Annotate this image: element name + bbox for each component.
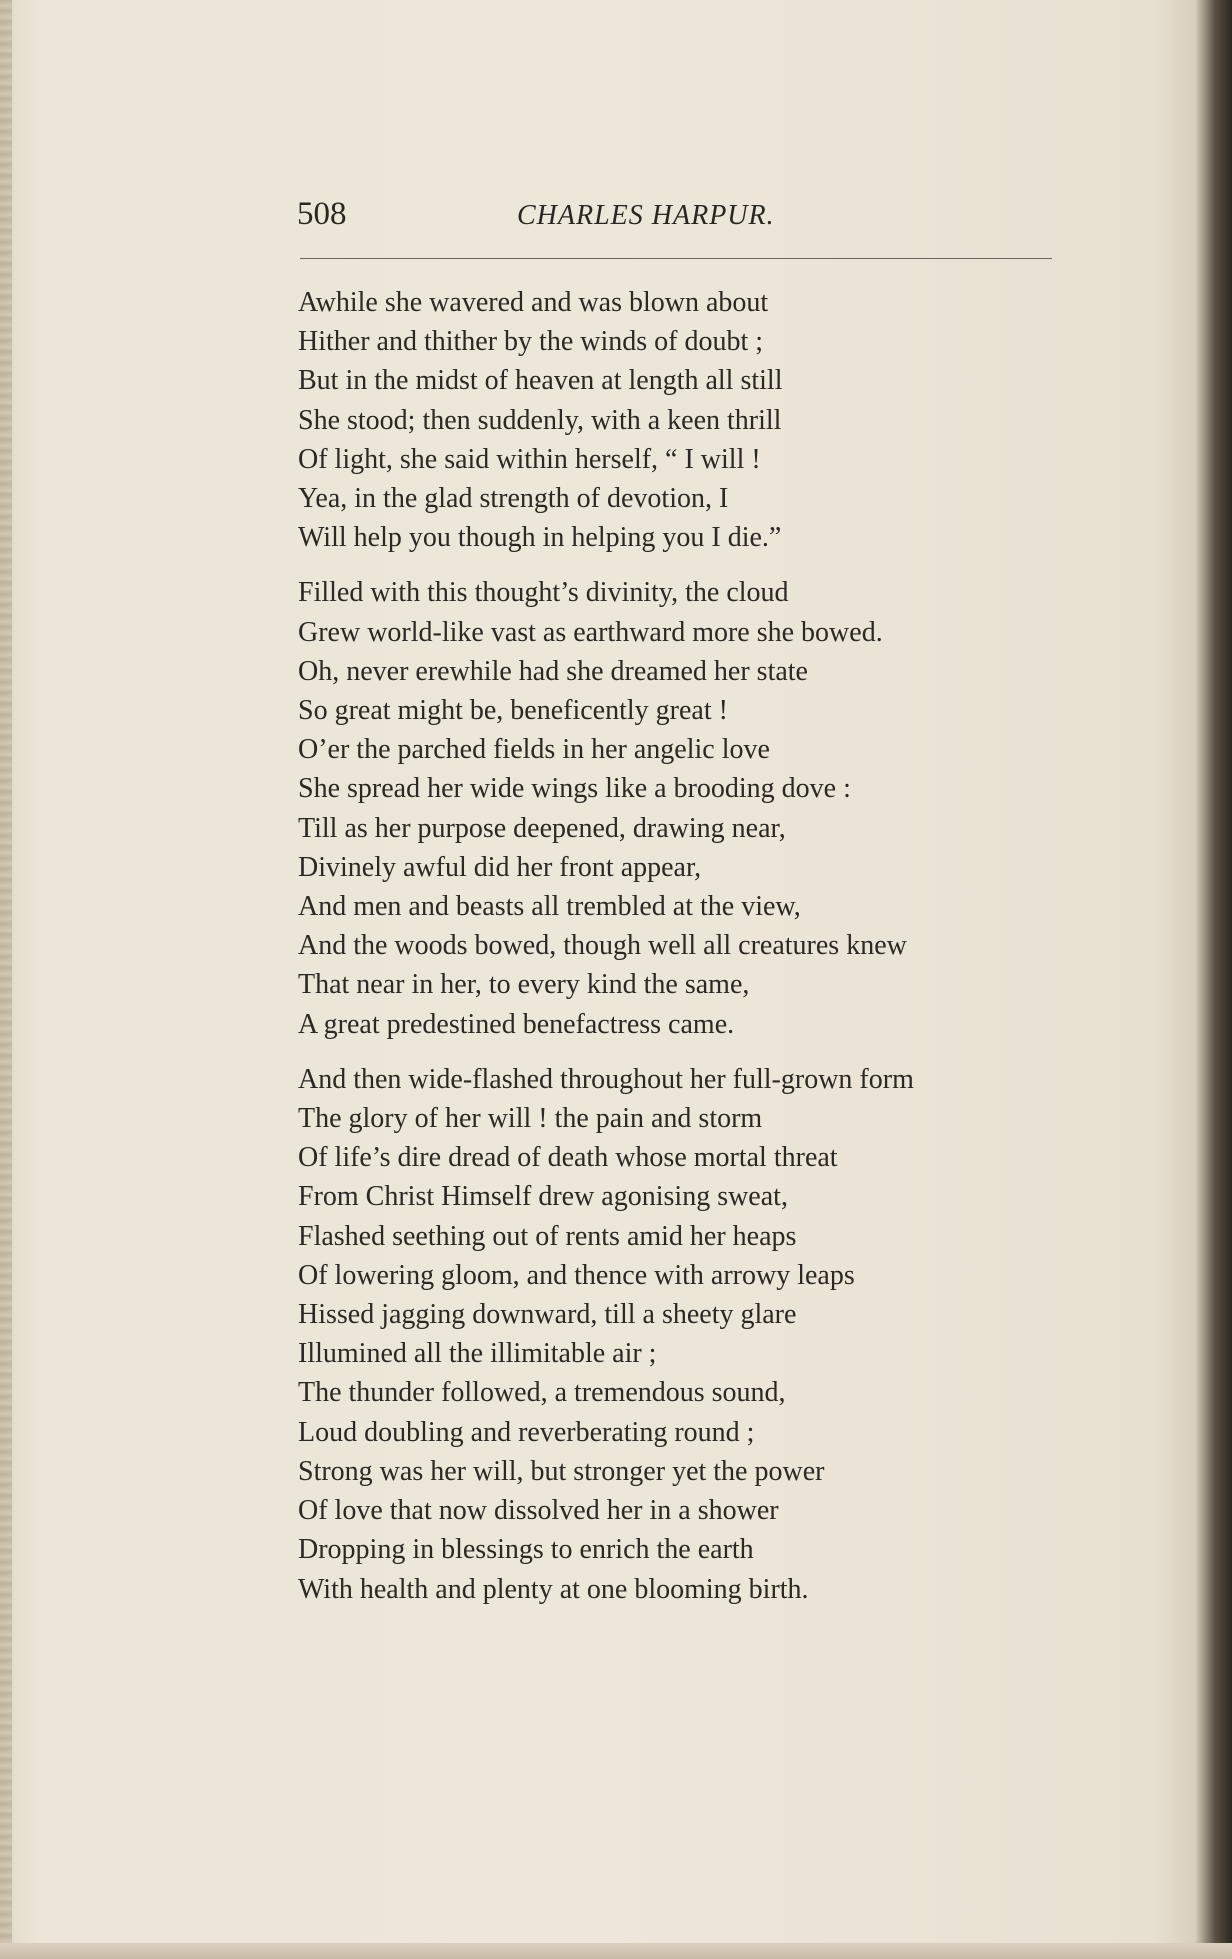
poem-line: And then wide-flashed throughout her full-grown form — [298, 1063, 914, 1095]
poem-line: Flashed seething out of rents amid her heaps — [298, 1220, 797, 1252]
poem-line: That near in her, to every kind the same, — [298, 969, 750, 1001]
poem-line: Divinely awful did her front appear, — [298, 851, 702, 883]
poem-line: Will help you though in helping you I die.” — [298, 522, 782, 554]
poem-line: A great predestined benefactress came. — [298, 1008, 735, 1040]
page-header — [297, 196, 1057, 242]
poem-line: Of light, she said within herself, “ I will ! — [298, 443, 761, 475]
poem-line: But in the midst of heaven at length all still — [298, 365, 783, 397]
poem-line: Of lowering gloom, and thence with arrowy leaps — [298, 1259, 855, 1291]
poem-line: Till as her purpose deepened, drawing near, — [298, 812, 786, 844]
poem-line: She spread her wide wings like a brooding dove : — [298, 773, 851, 805]
poem-line: Dropping in blessings to enrich the earth — [298, 1534, 754, 1566]
poem-line: Hither and thither by the winds of doubt ; — [298, 326, 764, 358]
poem-line: From Christ Himself drew agonising sweat, — [298, 1181, 788, 1213]
poem-line: And men and beasts all trembled at the view, — [298, 891, 801, 923]
poem-line: Strong was her will, but stronger yet the power — [298, 1455, 825, 1487]
poem-line: Of love that now dissolved her in a shower — [298, 1495, 779, 1527]
poem-line: Awhile she wavered and was blown about — [298, 287, 769, 318]
poem-line: Hissed jagging downward, till a sheety glare — [298, 1299, 797, 1331]
page-gutter-edge — [0, 0, 12, 1959]
poem-line: With health and plenty at one blooming birth. — [298, 1573, 809, 1605]
poem-line: Illumined all the illimitable air ; — [298, 1338, 657, 1370]
poem-line: Loud doubling and reverberating round ; — [298, 1416, 755, 1448]
header-rule — [300, 258, 1052, 259]
poem-line: The thunder followed, a tremendous sound, — [298, 1377, 786, 1409]
poem-line: O’er the parched fields in her angelic love — [298, 734, 770, 766]
page-bottom-edge — [0, 1943, 1232, 1959]
poem-line: She stood; then suddenly, with a keen thrill — [298, 404, 782, 436]
poem-line: Yea, in the glad strength of devotion, I — [298, 483, 729, 515]
poem-line: Of life’s dire dread of death whose mortal threat — [298, 1142, 838, 1174]
poem-line: So great might be, beneficently great ! — [298, 695, 728, 727]
page-number: 508 — [297, 196, 347, 232]
running-head: CHARLES HARPUR. — [517, 200, 775, 231]
stanza — [298, 573, 1088, 1043]
poem-line: Oh, never erewhile had she dreamed her state — [298, 655, 808, 687]
stanza — [298, 283, 1088, 557]
poem-line: And the woods bowed, though well all creatures knew — [298, 930, 907, 962]
stanza — [298, 1060, 1088, 1609]
poem-line: Grew world-like vast as earthward more she bowed. — [298, 616, 883, 648]
poem-body — [298, 283, 1088, 1609]
poem-line: Filled with this thought’s divinity, the cloud — [298, 577, 789, 609]
poem-line: The glory of her will ! the pain and storm — [298, 1103, 763, 1135]
